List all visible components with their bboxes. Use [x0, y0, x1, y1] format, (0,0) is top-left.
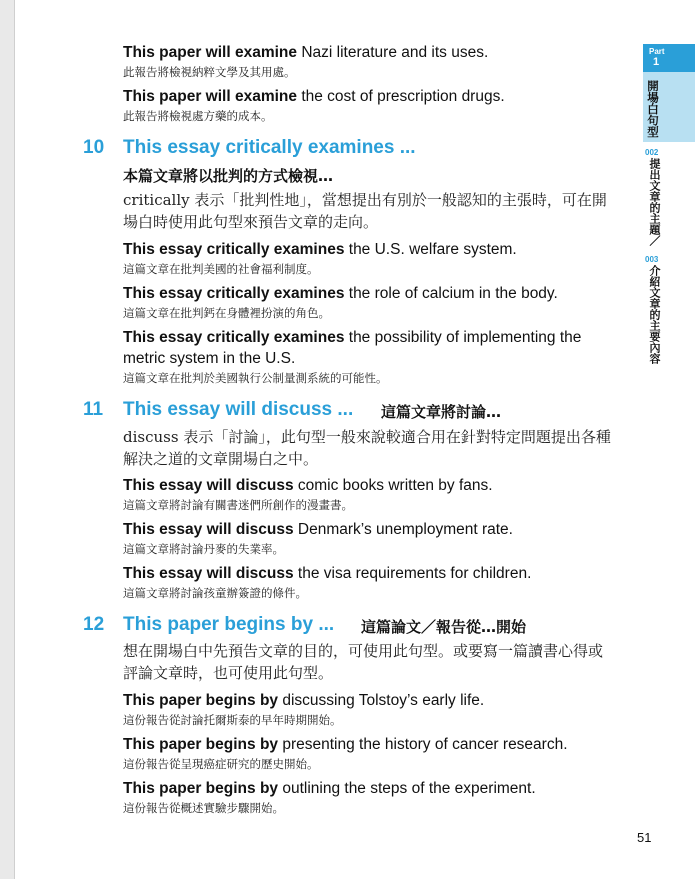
- section-topic: 提出文章的主題／: [648, 158, 661, 246]
- section-title: This essay will discuss ...: [123, 399, 354, 420]
- part-title: 開場白句型: [646, 80, 660, 138]
- section-subtitle: 本篇文章將以批判的方式檢視…: [123, 167, 334, 185]
- section-description: critically 表示「批判性地」，當想提出有別於一般認知的主張時，可在開: [123, 191, 607, 209]
- section-code: 002: [645, 148, 659, 157]
- section-description: 評論文章時，也可使用此句型。: [123, 664, 334, 682]
- section-description: discuss 表示「討論」，此句型一般來說較適合用在針對特定問題提出各種: [123, 428, 611, 446]
- example-sentence: This essay will discuss Denmark’s unemployment rate.: [123, 521, 513, 538]
- section-title: This essay critically examines ...: [123, 137, 416, 158]
- part-number: 1: [653, 56, 660, 68]
- section-title-translation: 這篇論文／報告從…開始: [361, 618, 527, 636]
- section-topic: 介紹文章的主要內容: [648, 265, 661, 364]
- section-number: 12: [83, 614, 105, 635]
- example-translation: 這份報告從概述實驗步驟開始。: [123, 801, 284, 815]
- example-sentence: This paper begins by presenting the history of cancer research.: [123, 736, 568, 753]
- example-sentence: This paper begins by discussing Tolstoy’s early life.: [123, 692, 485, 709]
- example-translation: 此報告將檢視處方藥的成本。: [123, 109, 273, 123]
- example-sentence: This essay will discuss comic books written by fans.: [123, 477, 493, 494]
- section-code: 003: [645, 255, 659, 264]
- section-description: 解決之道的文章開場白之中。: [123, 450, 319, 468]
- part-title-tab: [643, 72, 695, 142]
- section-description: 想在開場白中先預告文章的目的，可使用此句型。或要寫一篇讀書心得或: [123, 642, 604, 660]
- example-sentence: This paper will examine the cost of prescription drugs.: [123, 88, 505, 105]
- book-page: [14, 0, 700, 879]
- example-translation: 這篇文章在批判美國的社會福利制度。: [123, 262, 319, 276]
- section-title: This paper begins by ...: [123, 614, 335, 635]
- example-sentence: This essay critically examines the role of calcium in the body.: [123, 285, 558, 302]
- section-title-translation: 這篇文章將討論…: [381, 403, 502, 421]
- section-number: 11: [83, 399, 104, 420]
- section-number: 10: [83, 137, 105, 158]
- example-sentence: This essay critically examines the U.S. welfare system.: [123, 241, 517, 258]
- example-translation: 這篇文章將討論有關書迷們所創作的漫畫書。: [123, 498, 353, 512]
- example-translation: 這份報告從討論托爾斯泰的早年時期開始。: [123, 713, 342, 727]
- section-description: 場白時使用此句型來預告文章的走向。: [123, 213, 379, 231]
- example-translation: 此報告將檢視納粹文學及其用處。: [123, 65, 296, 79]
- part-tab: [643, 44, 695, 72]
- example-translation: 這篇文章在批判於美國執行公制量測系統的可能性。: [123, 371, 388, 385]
- example-translation: 這份報告從呈現癌症研究的歷史開始。: [123, 757, 319, 771]
- example-sentence: This paper begins by outlining the steps of the experiment.: [123, 780, 536, 797]
- part-label: Part: [649, 47, 665, 56]
- page-number: 51: [637, 830, 652, 845]
- example-sentence-continued: metric system in the U.S.: [123, 350, 296, 367]
- example-sentence: This essay critically examines the possibility of implementing the: [123, 329, 582, 346]
- example-translation: 這篇文章將討論孩童辦簽證的條件。: [123, 586, 307, 600]
- example-sentence: This paper will examine Nazi literature and its uses.: [123, 44, 489, 61]
- example-sentence: This essay will discuss the visa requirements for children.: [123, 565, 532, 582]
- example-translation: 這篇文章將討論丹麥的失業率。: [123, 542, 284, 556]
- example-translation: 這篇文章在批判鈣在身體裡扮演的角色。: [123, 306, 330, 320]
